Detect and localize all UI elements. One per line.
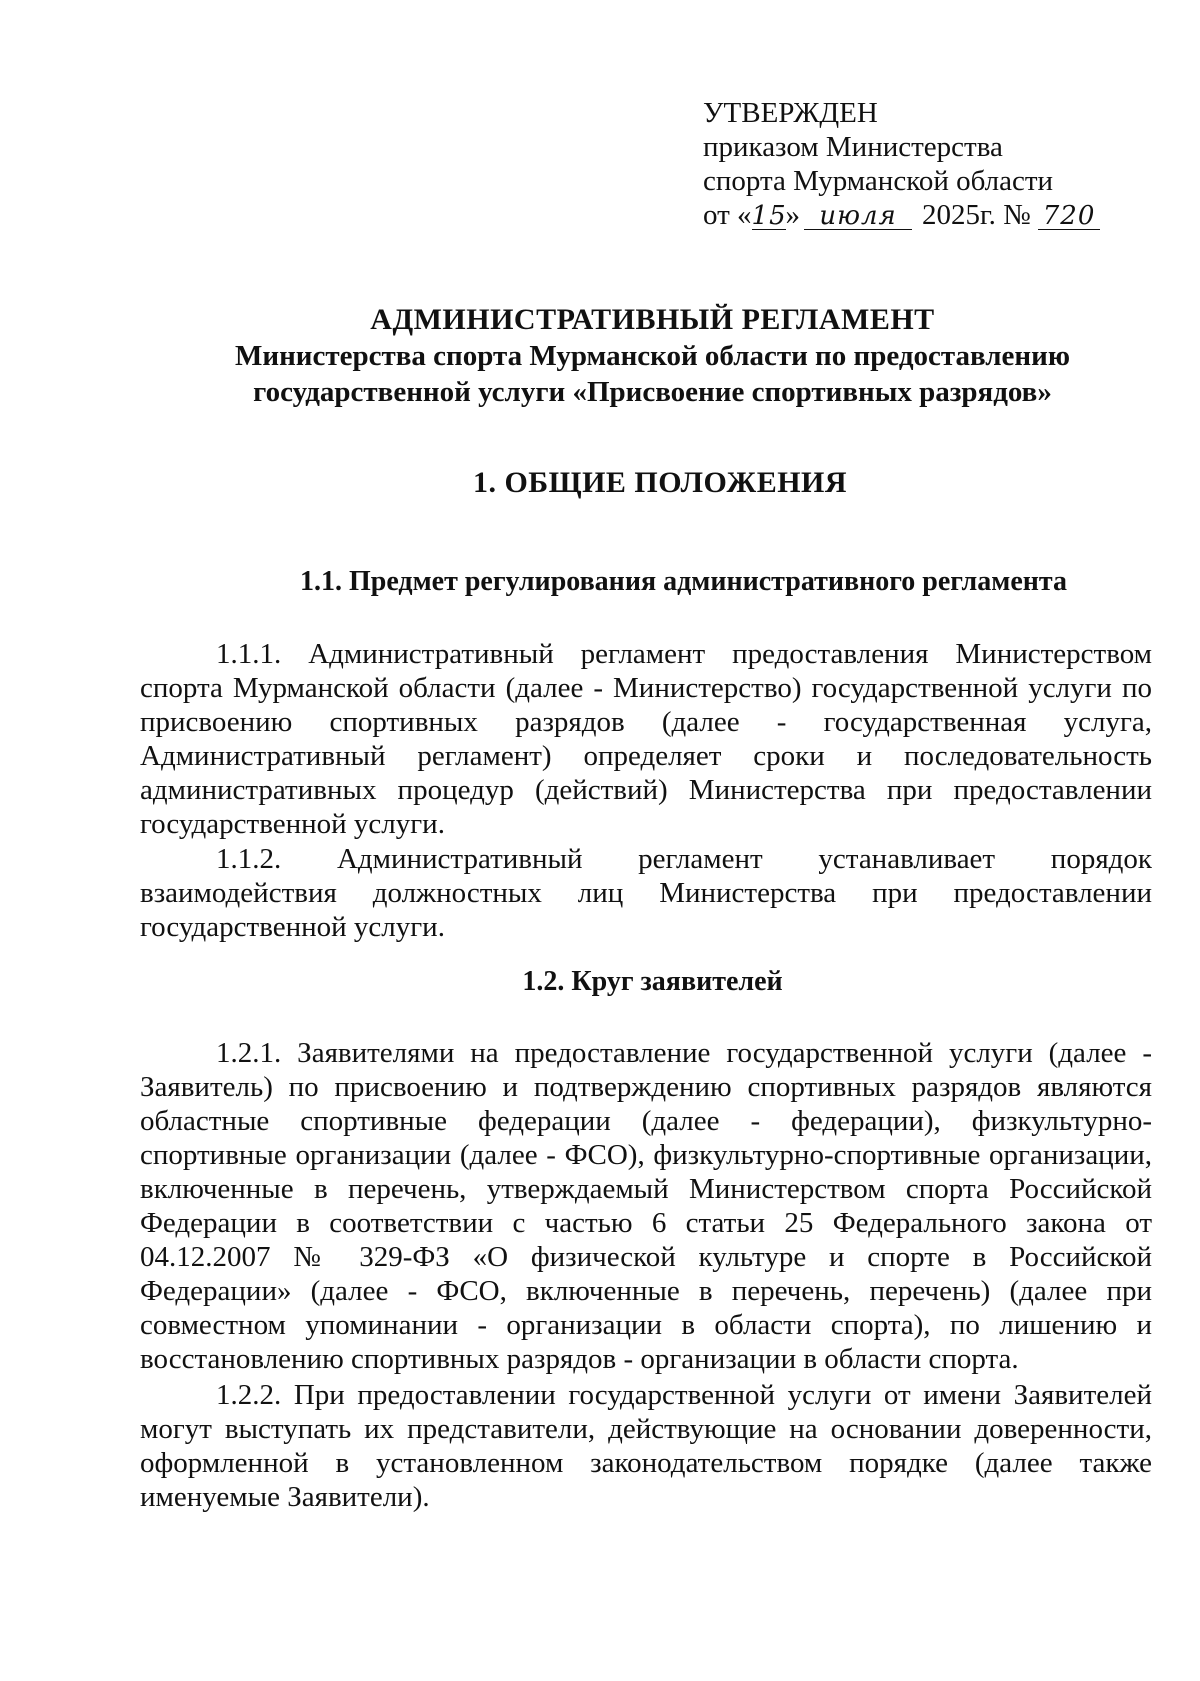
subsection-1-1-title: 1.1. Предмет регулирования административного регламента [300, 566, 1067, 597]
date-prefix: от « [703, 199, 752, 231]
date-quote-close: » [785, 199, 801, 231]
approval-stamp-block [703, 96, 1100, 232]
handwritten-month: июля [804, 203, 912, 230]
title-main: АДМИНИСТРАТИВНЫЙ РЕГЛАМЕНТ [370, 303, 935, 336]
title-line-2: Министерства спорта Мурманской области по предоставлению [235, 340, 1070, 372]
handwritten-order-number: 720 [1038, 203, 1100, 230]
title-line-3: государственной услуги «Присвоение спортивных разрядов» [253, 376, 1052, 408]
handwritten-day: 15 [751, 201, 787, 231]
section-1-title: 1. ОБЩИЕ ПОЛОЖЕНИЯ [472, 466, 848, 499]
subsection-1-2-title: 1.2. Круг заявителей [522, 966, 783, 997]
date-year-text: 2025г. № [922, 199, 1031, 231]
paragraph-1-2-2: 1.2.2. При предоставлении государственной услуги от имени Заявителей могут выступать их представители, действующие на основании доверенности, оформленной в установленном законодательством порядке (далее также именуемые Заявители). [140, 1379, 1152, 1513]
document-title [140, 302, 1165, 410]
approval-ministry-line: спорта Мурманской области [703, 165, 1054, 197]
paragraph-1-2-1: 1.2.1. Заявителями на предоставление государственной услуги (далее - Заявитель) по присвоению и подтверждению спортивных разрядов являются областные спортивные федерации (далее - федерации), физкультурно-спортивные организации (далее - ФСО), физкультурно-спортивные организации, включенные в перечень, утверждаемый Министерством спорта Российской Федерации в соответствии с частью 6 статьи 25 Федерального закона от 04.12.2007 № 329-ФЗ «О физической культуре и спорте в Российской Федерации» (далее - ФСО, включенные в перечень, перечень) (далее при совместном упоминании - организации в области спорта), по лишению и восстановлению спортивных разрядов - организации в области спорта. [140, 1037, 1152, 1375]
approval-heading: УТВЕРЖДЕН [703, 97, 878, 129]
paragraph-1-1-1: 1.1.1. Административный регламент предоставления Министерством спорта Мурманской области (далее - Министерство) государственной услуги по присвоению спортивных разрядов (далее - государственная услуга, Административный регламент) определяет сроки и последовательность административных процедур (действий) Министерства при предоставлении государственной услуги. [140, 638, 1152, 840]
paragraph-1-1-2: 1.1.2. Административный регламент устанавливает порядок взаимодействия должностных лиц Министерства при предоставлении государственной услуги. [140, 843, 1152, 943]
approval-date-line [703, 198, 1100, 232]
approval-order-line: приказом Министерства [703, 131, 1003, 163]
